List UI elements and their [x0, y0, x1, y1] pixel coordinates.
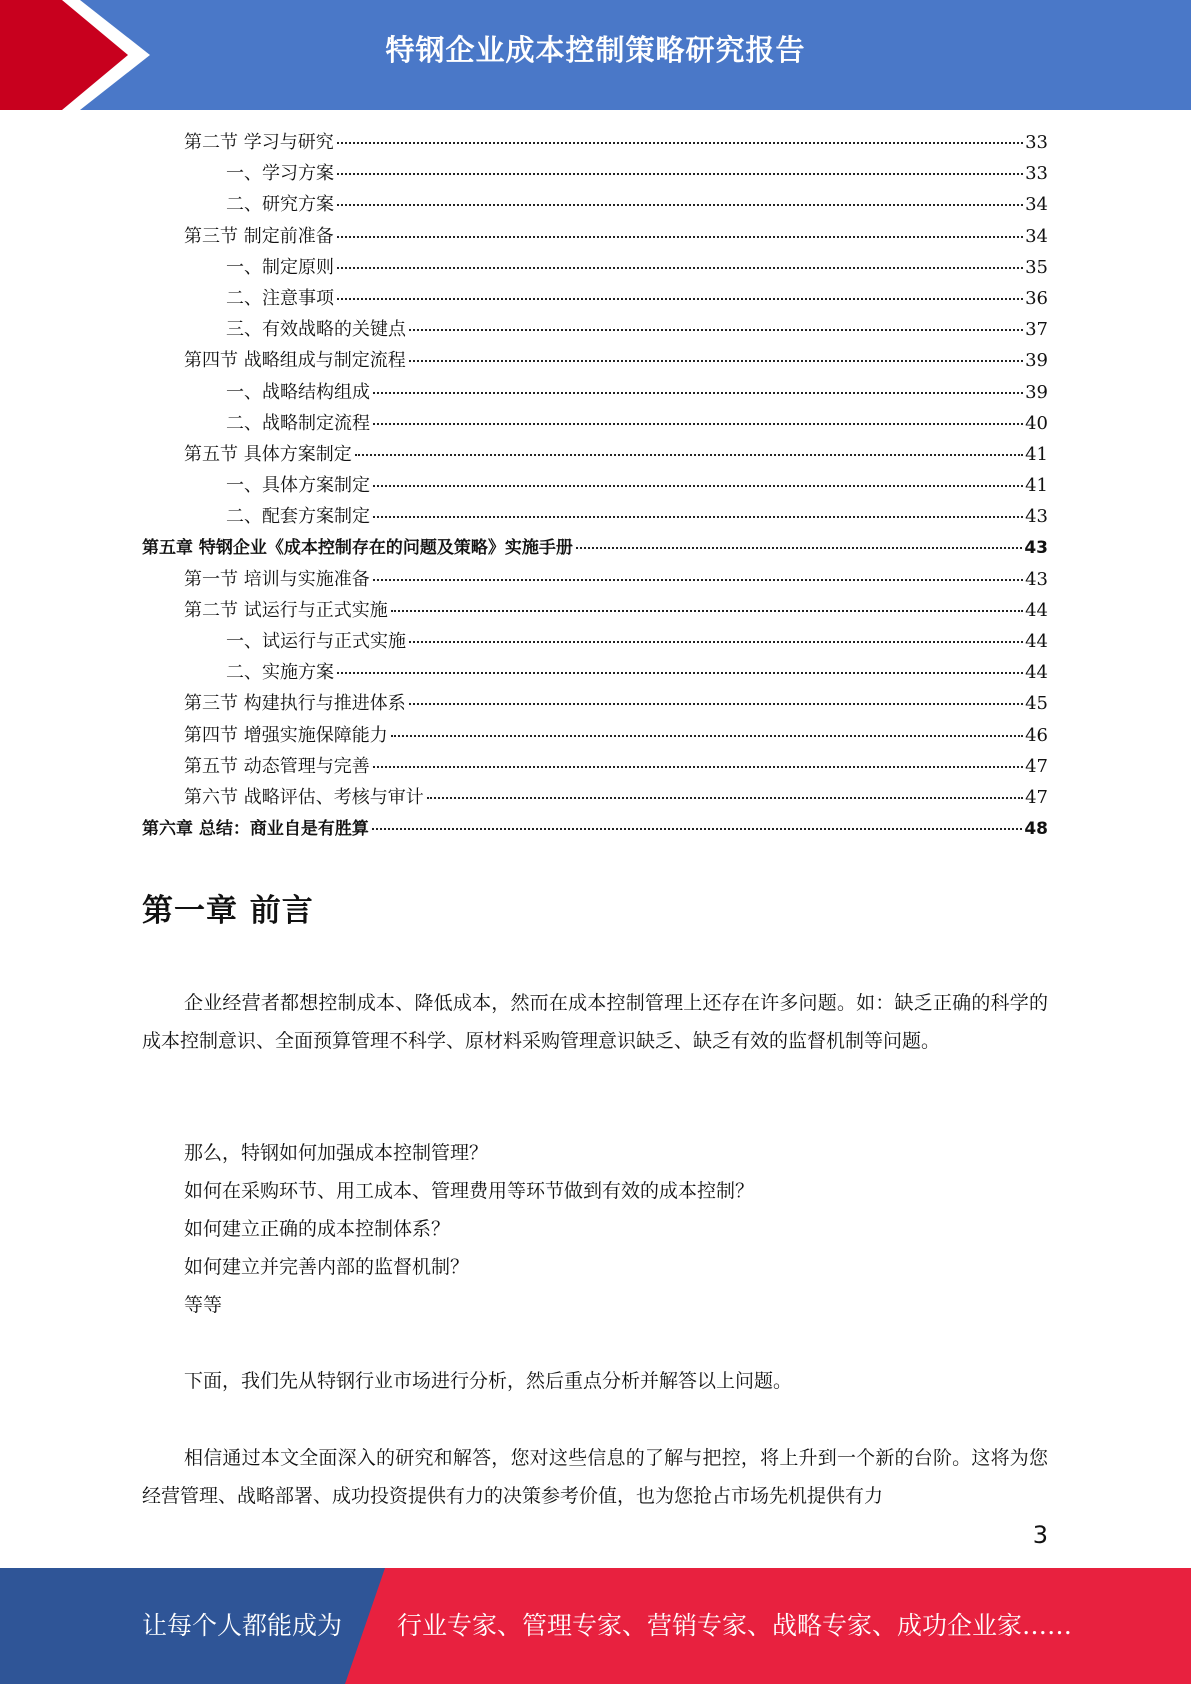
toc-leader-dots [409, 641, 1023, 643]
toc-entry-item[interactable] [142, 378, 1048, 409]
toc-entry-title: 一、制定原则 [226, 256, 334, 278]
toc-entry-item[interactable] [142, 284, 1048, 315]
question-line: 如何在采购环节、用工成本、管理费用等环节做到有效的成本控制？ [184, 1180, 755, 1202]
toc-leader-dots [373, 766, 1023, 768]
toc-entry-page: 41 [1025, 475, 1048, 497]
toc-leader-dots [355, 454, 1023, 456]
toc-entry-page: 45 [1025, 693, 1048, 715]
toc-entry-title: 一、战略结构组成 [226, 381, 370, 403]
toc-entry-title: 第六章 总结：商业自是有胜算 [142, 819, 369, 840]
toc-entry-page: 44 [1025, 599, 1048, 621]
toc-entry-page: 46 [1025, 724, 1048, 746]
toc-entry-page: 35 [1025, 256, 1048, 278]
toc-entry-title: 二、实施方案 [226, 662, 334, 684]
toc-entry-page: 34 [1025, 194, 1048, 216]
toc-leader-dots [373, 579, 1023, 581]
toc-entry-page: 44 [1025, 631, 1048, 652]
toc-entry-section[interactable] [142, 596, 1048, 627]
toc-entry-section[interactable] [142, 783, 1048, 814]
toc-entry-section[interactable] [142, 752, 1048, 783]
toc-entry-item[interactable] [142, 502, 1048, 533]
footer-slogan: 让每个人都能成为 [142, 1611, 343, 1640]
toc-entry-chapter[interactable] [142, 814, 1048, 845]
toc-leader-dots [337, 298, 1023, 300]
toc-entry-chapter[interactable] [142, 533, 1048, 564]
toc-entry-section[interactable] [142, 346, 1048, 377]
toc-entry-item[interactable] [142, 471, 1048, 502]
toc-leader-dots [391, 610, 1023, 612]
toc-entry-title: 第四节 增强实施保障能力 [184, 724, 388, 746]
toc-entry-title: 一、试运行与正式实施 [226, 631, 406, 652]
toc-leader-dots [337, 204, 1023, 206]
question-line: 如何建立并完善内部的监督机制？ [184, 1256, 470, 1278]
toc-leader-dots [409, 360, 1023, 362]
toc-leader-dots [337, 672, 1023, 674]
toc-entry-page: 36 [1025, 287, 1048, 309]
toc-entry-title: 第二节 学习与研究 [184, 132, 334, 153]
toc-entry-title: 二、战略制定流程 [226, 412, 370, 434]
toc-entry-section[interactable] [142, 440, 1048, 471]
toc-entry-item[interactable] [142, 190, 1048, 221]
analysis-paragraph: 下面，我们先从特钢行业市场进行分析，然后重点分析并解答以上问题。 [184, 1370, 793, 1392]
toc-leader-dots [372, 828, 1022, 830]
toc-entry-page: 39 [1025, 381, 1048, 403]
document-title: 特钢企业成本控制策略研究报告 [385, 33, 806, 67]
toc-entry-page: 37 [1025, 319, 1048, 341]
toc-entry-section[interactable] [142, 222, 1048, 253]
page-number: 3 [1032, 1521, 1048, 1549]
toc-entry-page: 47 [1025, 755, 1048, 777]
toc-leader-dots [576, 547, 1022, 549]
table-of-contents [142, 128, 1048, 845]
toc-leader-dots [373, 423, 1023, 425]
toc-leader-dots [373, 392, 1023, 394]
toc-entry-page: 40 [1025, 412, 1048, 434]
toc-entry-page: 47 [1025, 786, 1048, 808]
toc-leader-dots [409, 329, 1023, 331]
question-line: 那么，特钢如何加强成本控制管理？ [184, 1142, 489, 1164]
toc-entry-title: 一、具体方案制定 [226, 475, 370, 497]
toc-entry-title: 二、注意事项 [226, 287, 334, 309]
toc-entry-title: 第五节 动态管理与完善 [184, 755, 370, 777]
toc-entry-page: 34 [1025, 225, 1048, 247]
toc-entry-title: 第一节 培训与实施准备 [184, 568, 370, 590]
toc-leader-dots [391, 735, 1023, 737]
toc-entry-title: 二、研究方案 [226, 194, 334, 216]
toc-entry-page: 41 [1025, 443, 1048, 465]
page-header [0, 0, 1191, 110]
toc-entry-title: 二、配套方案制定 [226, 506, 370, 528]
toc-entry-page: 43 [1025, 506, 1048, 528]
question-line: 如何建立正确的成本控制体系？ [184, 1218, 451, 1240]
toc-entry-title: 第三节 制定前准备 [184, 225, 334, 247]
toc-leader-dots [373, 485, 1023, 487]
toc-entry-title: 第二节 试运行与正式实施 [184, 599, 388, 621]
toc-entry-title: 第六节 战略评估、考核与审计 [184, 786, 424, 808]
toc-entry-section[interactable] [142, 565, 1048, 596]
toc-entry-title: 第三节 构建执行与推进体系 [184, 693, 406, 715]
toc-entry-page: 43 [1025, 568, 1048, 590]
intro-paragraph: 企业经营者都想控制成本、降低成本，然而在成本控制管理上还存在许多问题。如：缺乏正确的科学的成本控制意识、全面预算管理不科学、原材料采购管理意识缺乏、缺乏有效的监督机制等问题。 [142, 992, 1048, 1052]
toc-entry-section[interactable] [142, 721, 1048, 752]
toc-entry-page: 44 [1025, 662, 1048, 684]
footer-roles: 行业专家、管理专家、营销专家、战略专家、成功企业家…… [397, 1611, 1073, 1640]
toc-entry-page: 33 [1025, 132, 1048, 153]
toc-leader-dots [427, 797, 1023, 799]
question-line: 等等 [184, 1294, 223, 1316]
page-footer [0, 1568, 1191, 1684]
chapter-heading: 第一章 前言 [142, 893, 314, 929]
toc-entry-title: 第五节 具体方案制定 [184, 443, 352, 465]
toc-entry-title: 三、有效战略的关键点 [226, 319, 406, 341]
toc-entry-page: 43 [1024, 538, 1048, 559]
toc-leader-dots [373, 516, 1023, 518]
toc-leader-dots [337, 173, 1023, 175]
toc-entry-title: 第四节 战略组成与制定流程 [184, 350, 406, 372]
toc-entry-page: 48 [1024, 819, 1048, 840]
toc-entry-item[interactable] [142, 253, 1048, 284]
toc-leader-dots [337, 142, 1023, 144]
toc-entry-page: 33 [1025, 163, 1048, 185]
toc-entry-item[interactable] [142, 159, 1048, 190]
toc-entry-title: 一、学习方案 [226, 163, 334, 185]
toc-entry-item[interactable] [142, 658, 1048, 689]
toc-entry-title: 第五章 特钢企业《成本控制存在的问题及策略》实施手册 [142, 538, 573, 559]
toc-entry-item[interactable] [142, 409, 1048, 440]
toc-entry-section[interactable] [142, 689, 1048, 720]
toc-leader-dots [337, 267, 1023, 269]
toc-entry-item[interactable] [142, 627, 1048, 658]
toc-leader-dots [337, 236, 1023, 238]
toc-entry-section[interactable] [142, 128, 1048, 159]
toc-leader-dots [409, 703, 1023, 705]
conclusion-paragraph: 相信通过本文全面深入的研究和解答，您对这些信息的了解与把控，将上升到一个新的台阶。这将为您经营管理、战略部署、成功投资提供有力的决策参考价值，也为您抢占市场先机提供有力 [142, 1447, 1048, 1507]
toc-entry-page: 39 [1025, 350, 1048, 372]
toc-entry-item[interactable] [142, 315, 1048, 346]
